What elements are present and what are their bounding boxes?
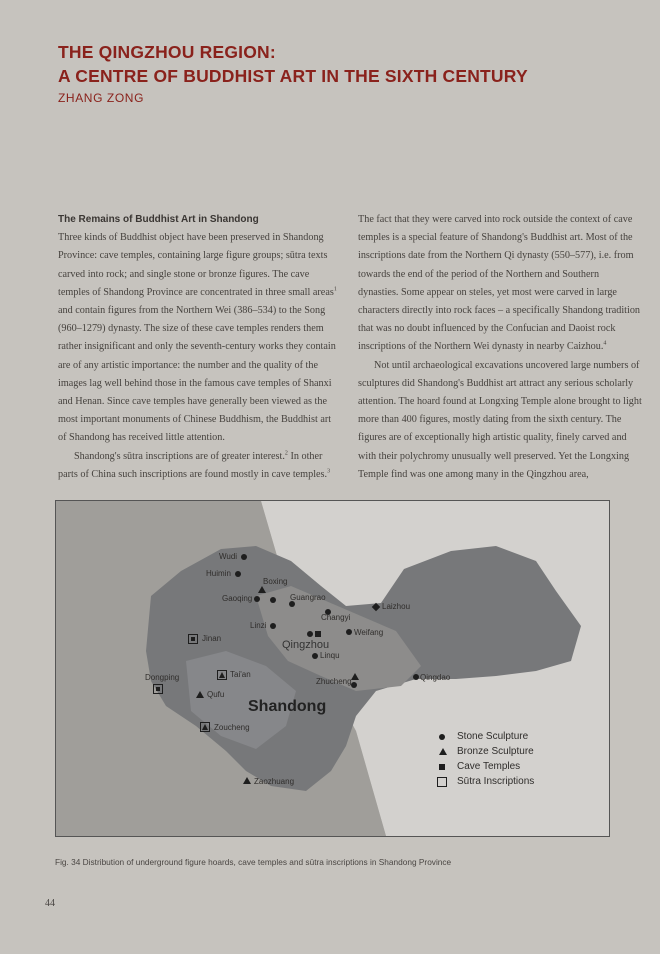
- label-qingdao: Qingdao: [420, 673, 451, 682]
- legend-bronze: [439, 746, 589, 760]
- label-weifang: Weifang: [354, 628, 384, 637]
- label-laizhou: Laizhou: [382, 602, 411, 611]
- marker-qingzhou-cave: [315, 631, 321, 637]
- label-qufu: Qufu: [207, 690, 225, 699]
- legend-stone: [439, 731, 589, 745]
- paragraph-3: [358, 211, 642, 357]
- marker-qufu: [196, 691, 204, 698]
- paragraph-2-text-b: In other parts of China such inscriptions are found mostly in cave temples.: [58, 450, 328, 480]
- label-zaozhuang: Zaozhuang: [254, 777, 295, 786]
- label-zoucheng: Zoucheng: [214, 723, 250, 732]
- paragraph-1: [58, 229, 342, 447]
- marker-jinan: [188, 634, 198, 644]
- legend-bronze-label: Bronze Sculpture: [457, 746, 534, 757]
- label-guangrao: Guangrao: [290, 593, 326, 602]
- marker-zaozhuang: [243, 777, 251, 784]
- marker-zhucheng-stone: [351, 682, 357, 688]
- paragraph-4: Not until archaeological excavations uncovered large numbers of sculptures did Shandong's Buddhist art attract any serious scholarly attention. The hoard found at Longxing Temple alone brought to light more than 400 figures, mostly dating from the sixth century. The figures are of exceptionally high artistic quality, finely carved and with their polychromy unusually well preserved. Yet the Longxing Temple find was one among many in the Qingzhou area,: [358, 359, 642, 480]
- legend-cave-label: Cave Temples: [457, 761, 521, 772]
- paragraph-1-text-a: Three kinds of Buddhist object have been preserved in Shandong Province: cave temples, containing large figure groups; sūtra texts carved into rock; and single stone or bronze figures. The cave temples of Shandong Province are concentrated in three small areas: [58, 232, 334, 298]
- article-title: [58, 40, 528, 88]
- label-shandong: Shandong: [248, 698, 327, 715]
- footnote-ref-1: 1: [333, 286, 337, 293]
- author-name: ZHANG ZONG: [58, 91, 144, 105]
- label-changyi: Changyi: [321, 613, 351, 622]
- label-gaoqing: Gaoqing: [222, 594, 253, 603]
- label-wudi: Wudi: [219, 552, 238, 561]
- marker-huimin: [235, 571, 241, 577]
- legend-bronze-icon: [439, 748, 447, 755]
- legend-sutra-icon: [437, 777, 447, 787]
- marker-qingdao: [413, 674, 419, 680]
- marker-linzi: [270, 623, 276, 629]
- legend-cave: [439, 761, 589, 775]
- label-taian: Tai'an: [230, 670, 251, 679]
- label-huimin: Huimin: [206, 569, 231, 578]
- legend-stone-label: Stone Sculpture: [457, 731, 529, 742]
- left-column: [58, 211, 342, 484]
- paragraph-2: [58, 448, 342, 484]
- shandong-map: [55, 500, 610, 837]
- marker-qingzhou-stone: [307, 631, 313, 637]
- legend-sutra: [439, 776, 589, 790]
- page-number: 44: [45, 898, 55, 909]
- marker-weifang: [346, 629, 352, 635]
- section-heading: The Remains of Buddhist Art in Shandong: [58, 214, 259, 225]
- marker-zoucheng: [200, 722, 210, 732]
- right-column: [358, 211, 642, 484]
- marker-gaoqing: [254, 596, 260, 602]
- footnote-ref-4: 4: [603, 341, 607, 348]
- label-boxing: Boxing: [263, 577, 288, 586]
- label-jinan: Jinan: [202, 634, 222, 643]
- marker-zoucheng-triangle: [202, 724, 208, 730]
- label-zhucheng: Zhucheng: [316, 677, 352, 686]
- marker-dongping: [153, 684, 163, 694]
- label-linzi: Linzi: [250, 621, 267, 630]
- marker-zhucheng-bronze: [351, 673, 359, 680]
- paragraph-1-text-b: and contain figures from the Northern Wei (386–534) to the Song (960–1279) dynasty. The size of these cave temples renders them rather insignificant and only the seventh-century works they contain are of any artistic importance: the number and the quality of the images lag well behind those in the famous cave temples of Shanxi and Henan. Since cave temples have generally been viewed as the most important monuments of Chinese Buddhism, the Buddhist art of Shandong has received little attention.: [58, 305, 336, 444]
- title-line-1: THE QINGZHOU REGION:: [58, 42, 276, 62]
- title-line-2: A CENTRE OF BUDDHIST ART IN THE SIXTH CENTURY: [58, 66, 528, 86]
- marker-taian: [217, 670, 227, 680]
- legend-sutra-label: Sūtra Inscriptions: [457, 776, 535, 787]
- footnote-ref-3: 3: [327, 468, 331, 475]
- label-dongping: Dongping: [145, 673, 180, 682]
- paragraph-2-text-a: Shandong's sūtra inscriptions are of greater interest.: [74, 450, 285, 462]
- marker-boxing: [258, 586, 266, 593]
- marker-linqu: [312, 653, 318, 659]
- marker-guangrao: [270, 597, 276, 603]
- legend-cave-icon: [439, 764, 445, 770]
- figure-caption: Fig. 34 Distribution of underground figure hoards, cave temples and sūtra inscriptions in Shandong Province: [55, 857, 452, 867]
- marker-taian-triangle: [219, 672, 225, 678]
- footnote-ref-2: 2: [284, 450, 288, 457]
- label-linqu: Linqu: [320, 651, 340, 660]
- marker-wudi: [241, 554, 247, 560]
- label-qingzhou: Qingzhou: [282, 639, 330, 651]
- legend-stone-icon: [439, 734, 445, 740]
- paragraph-3-text: The fact that they were carved into rock outside the context of cave temples is a special feature of Shandong's Buddhist art. Most of the inscriptions date from the Northern Qi dynasty (550–577), i.e. from towards the end of the period of the Northern and Southern dynasties. Some appear on steles, yet most were carved in large characters directly into rock faces – a specifically Shandong tradition that was no doubt influenced by the Confucian and Daoist rock inscriptions of the Northern Wei dynasty in nearby Caizhou.: [358, 214, 641, 353]
